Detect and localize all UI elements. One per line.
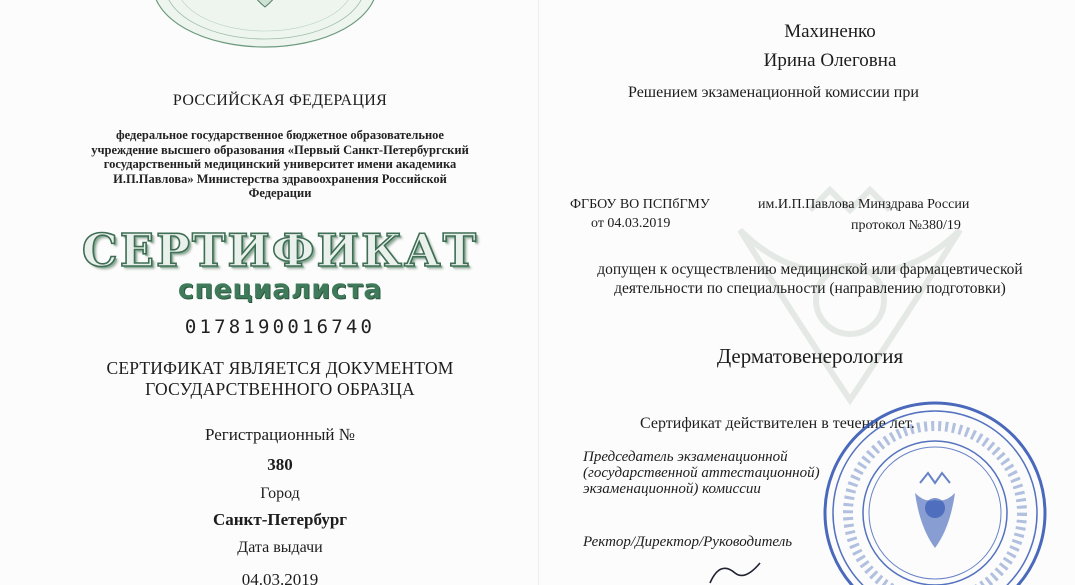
commission-chair: [583, 449, 820, 497]
signature-icon: [705, 555, 765, 585]
chair-line-2: (государственной аттестационной): [583, 465, 820, 481]
document-note-line1: СЕРТИФИКАТ ЯВЛЯЕТСЯ ДОКУМЕНТОМ: [106, 358, 454, 378]
specialty: Дерматовенерология: [716, 344, 904, 368]
city-label: Город: [260, 485, 300, 502]
decision-text: Решением экзаменационной комиссии при: [628, 84, 919, 101]
certificate-title: СЕРТИФИКАТ: [81, 224, 479, 277]
admission-text: допущен к осуществлению медицинской или фармацевтической деятельности по специальности (направлению подготовки): [597, 261, 1023, 297]
country-name: РОССИЙСКАЯ ФЕДЕРАЦИЯ: [172, 92, 388, 109]
rector-label: Ректор/Директор/Руководитель: [583, 534, 793, 550]
document-note-line2: ГОСУДАРСТВЕННОГО ОБРАЗЦА: [145, 379, 415, 399]
registration-number: 380: [267, 455, 293, 474]
holder-surname: Махиненко: [784, 21, 876, 42]
certificate-number: 0178190016740: [184, 316, 376, 338]
certificate-subtitle: специалиста: [177, 274, 383, 305]
organization-name: федеральное государственное бюджетное образовательное учреждение высшего образования «Первый Санкт-Петербургский государственный медицинский университет имени академика И.П.Павлова» Министерства здравоохранения Российской Федерации: [91, 128, 469, 200]
institution-abbr: ФГБОУ ВО ПСПбГМУ: [570, 197, 710, 212]
registration-label: Регистрационный №: [205, 425, 355, 444]
round-stamp-icon: [820, 398, 1050, 585]
decision-date: от 04.03.2019: [591, 216, 671, 231]
protocol-number: протокол №380/19: [851, 218, 961, 233]
holder-given-names: Ирина Олеговна: [763, 50, 897, 71]
institution-name: им.И.П.Павлова Минздрава России: [758, 197, 970, 212]
issue-date: 04.03.2019: [241, 570, 319, 585]
chair-line-1: Председатель экзаменационной: [583, 449, 788, 465]
validity-text: Сертификат действителен в течение лет.: [640, 415, 915, 432]
issue-date-label: Дата выдачи: [237, 539, 323, 556]
chair-line-3: экзаменационной) комиссии: [583, 481, 761, 497]
emblem-icon: [150, 0, 380, 50]
city-value: Санкт-Петербург: [212, 510, 348, 529]
